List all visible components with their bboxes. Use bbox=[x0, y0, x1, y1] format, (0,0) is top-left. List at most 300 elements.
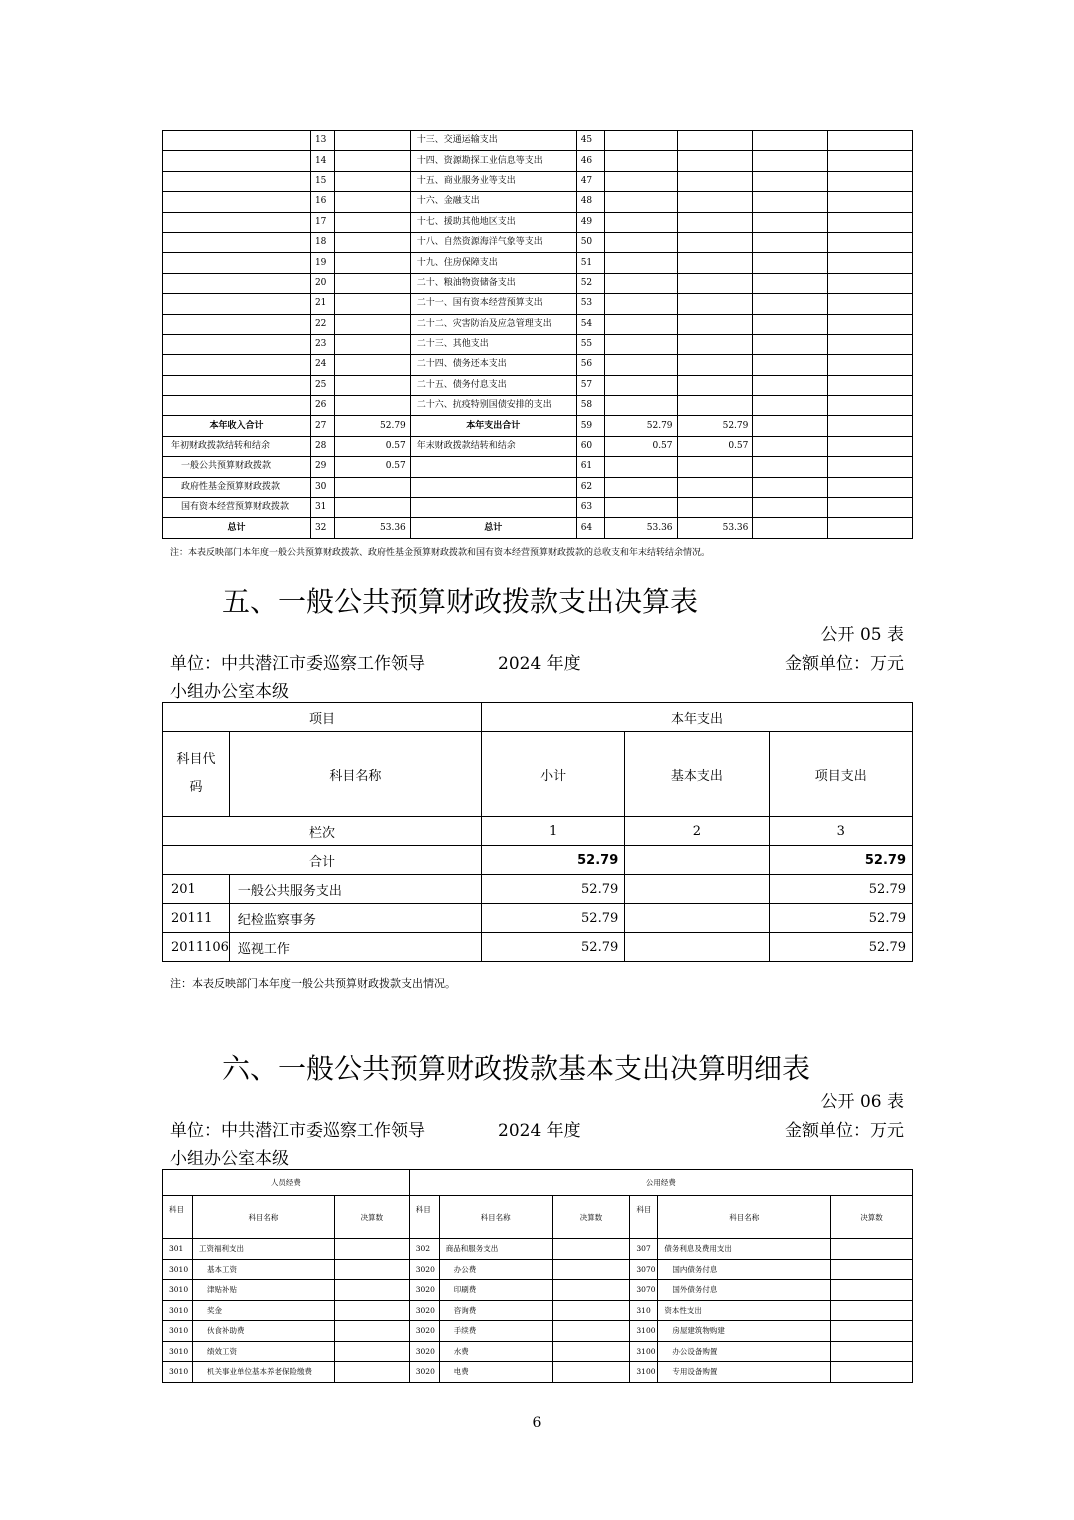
cell-c2: 3020 bbox=[409, 1280, 439, 1301]
cell-item: 总计 bbox=[410, 518, 576, 538]
cell-v2 bbox=[552, 1239, 630, 1260]
section6-form-no: 公开 06 表 bbox=[820, 1092, 904, 1112]
row-basic bbox=[625, 875, 769, 904]
table-row bbox=[163, 396, 913, 416]
cell-n2: 63 bbox=[576, 498, 604, 518]
cell-v1 bbox=[334, 192, 410, 212]
cell-a: 总计 bbox=[163, 518, 311, 538]
cell-x1 bbox=[604, 151, 677, 171]
cell-n2: 水费 bbox=[439, 1341, 552, 1362]
header-name-3: 科目名称 bbox=[658, 1196, 831, 1239]
cell-a bbox=[163, 192, 311, 212]
cell-a bbox=[163, 253, 311, 273]
cell-x4 bbox=[828, 375, 913, 395]
cell-n3: 国内债务付息 bbox=[658, 1259, 831, 1280]
cell-a bbox=[163, 314, 311, 334]
cell-x4 bbox=[828, 253, 913, 273]
cell-v1 bbox=[334, 1321, 409, 1342]
income-expense-table-continued bbox=[162, 130, 913, 539]
table-row bbox=[163, 1362, 913, 1383]
cell-x2: 52.79 bbox=[677, 416, 753, 436]
table-row bbox=[163, 477, 913, 497]
cell-item: 十八、自然资源海洋气象等支出 bbox=[410, 232, 576, 252]
cell-v1 bbox=[334, 1300, 409, 1321]
total-basic bbox=[625, 846, 769, 875]
cell-x2 bbox=[677, 171, 753, 191]
cell-v1 bbox=[334, 253, 410, 273]
cell-n2: 61 bbox=[576, 457, 604, 477]
cell-v3 bbox=[831, 1341, 913, 1362]
cell-v3 bbox=[831, 1239, 913, 1260]
cell-v3 bbox=[831, 1259, 913, 1280]
cell-item: 十五、商业服务业等支出 bbox=[410, 171, 576, 191]
cell-n1: 32 bbox=[310, 518, 334, 538]
cell-x3 bbox=[753, 498, 828, 518]
cell-n2: 60 bbox=[576, 436, 604, 456]
section5-title: 五、一般公共预算财政拨款支出决算表 bbox=[222, 585, 699, 618]
table-row bbox=[163, 1259, 913, 1280]
cell-x4 bbox=[828, 396, 913, 416]
cell-x3 bbox=[753, 314, 828, 334]
cell-x4 bbox=[828, 416, 913, 436]
cell-n1: 津贴补贴 bbox=[192, 1280, 334, 1301]
table-row bbox=[163, 131, 913, 151]
cell-n2: 64 bbox=[576, 518, 604, 538]
cell-v2 bbox=[552, 1259, 630, 1280]
cell-a bbox=[163, 294, 311, 314]
cell-v2 bbox=[552, 1362, 630, 1383]
cell-x1 bbox=[604, 477, 677, 497]
cell-n1: 绩效工资 bbox=[192, 1341, 334, 1362]
table-row bbox=[163, 457, 913, 477]
cell-v3 bbox=[831, 1321, 913, 1342]
cell-a: 年初财政拨款结转和结余 bbox=[163, 436, 311, 456]
cell-n1: 19 bbox=[310, 253, 334, 273]
cell-v1 bbox=[334, 314, 410, 334]
table-row bbox=[163, 375, 913, 395]
cell-v1 bbox=[334, 477, 410, 497]
cell-n1: 16 bbox=[310, 192, 334, 212]
cell-x3 bbox=[753, 212, 828, 232]
row-code: 20111 bbox=[163, 904, 230, 933]
row-name: 巡视工作 bbox=[229, 933, 481, 962]
total-label: 合计 bbox=[163, 846, 482, 875]
cell-n2: 印刷费 bbox=[439, 1280, 552, 1301]
cell-item: 二十五、债务付息支出 bbox=[410, 375, 576, 395]
cell-x3 bbox=[753, 355, 828, 375]
table-row bbox=[163, 314, 913, 334]
cell-c3: 310 bbox=[630, 1300, 658, 1321]
cell-x3 bbox=[753, 294, 828, 314]
table-row bbox=[163, 1239, 913, 1260]
cell-n1: 20 bbox=[310, 273, 334, 293]
cell-a bbox=[163, 355, 311, 375]
row-subtotal: 52.79 bbox=[481, 875, 624, 904]
cell-x3 bbox=[753, 334, 828, 354]
cell-n3: 国外债务付息 bbox=[658, 1280, 831, 1301]
table-row bbox=[163, 1341, 913, 1362]
header-project: 项目支出 bbox=[769, 732, 912, 817]
cell-x1 bbox=[604, 457, 677, 477]
cell-v1 bbox=[334, 1362, 409, 1383]
cell-x1 bbox=[604, 131, 677, 151]
row-code: 2011106 bbox=[163, 933, 230, 962]
cell-item: 十六、金融支出 bbox=[410, 192, 576, 212]
cell-v1 bbox=[334, 1239, 409, 1260]
cell-x4 bbox=[828, 436, 913, 456]
header-item: 项目 bbox=[163, 703, 482, 732]
cell-x2 bbox=[677, 131, 753, 151]
cell-c1: 301 bbox=[163, 1239, 193, 1260]
cell-c1: 3010 bbox=[163, 1259, 193, 1280]
cell-item bbox=[410, 477, 576, 497]
cell-x4 bbox=[828, 151, 913, 171]
cell-item: 十三、交通运输支出 bbox=[410, 131, 576, 151]
cell-a bbox=[163, 375, 311, 395]
cell-c3: 307 bbox=[630, 1239, 658, 1260]
cell-x3 bbox=[753, 192, 828, 212]
cell-x1: 0.57 bbox=[604, 436, 677, 456]
cell-n2: 62 bbox=[576, 477, 604, 497]
cell-a bbox=[163, 151, 311, 171]
cell-x2 bbox=[677, 151, 753, 171]
cell-a: 政府性基金预算财政拨款 bbox=[163, 477, 311, 497]
cell-a: 本年收入合计 bbox=[163, 416, 311, 436]
cell-x4 bbox=[828, 192, 913, 212]
cell-x2 bbox=[677, 355, 753, 375]
cell-x2 bbox=[677, 396, 753, 416]
page-number: 6 bbox=[532, 1415, 542, 1431]
section5-year: 2024 年度 bbox=[498, 654, 581, 674]
header-name-2: 科目名称 bbox=[439, 1196, 552, 1239]
cell-x1 bbox=[604, 294, 677, 314]
cell-v1 bbox=[334, 375, 410, 395]
header-public: 公用经费 bbox=[409, 1170, 912, 1196]
cell-n1: 15 bbox=[310, 171, 334, 191]
column-index-2: 2 bbox=[625, 817, 769, 846]
cell-v1 bbox=[334, 355, 410, 375]
cell-n1: 27 bbox=[310, 416, 334, 436]
cell-c3: 3100 bbox=[630, 1321, 658, 1342]
cell-x4 bbox=[828, 518, 913, 538]
table-row bbox=[163, 273, 913, 293]
cell-a bbox=[163, 171, 311, 191]
cell-x4 bbox=[828, 294, 913, 314]
cell-n3: 办公设备购置 bbox=[658, 1341, 831, 1362]
total-project: 52.79 bbox=[769, 846, 912, 875]
cell-n1: 24 bbox=[310, 355, 334, 375]
cell-item: 二十四、债务还本支出 bbox=[410, 355, 576, 375]
cell-item: 二十六、抗疫特别国债安排的支出 bbox=[410, 396, 576, 416]
cell-x2 bbox=[677, 477, 753, 497]
cell-n1: 22 bbox=[310, 314, 334, 334]
cell-n1: 基本工资 bbox=[192, 1259, 334, 1280]
table-row bbox=[163, 1280, 913, 1301]
cell-x2 bbox=[677, 457, 753, 477]
table-row bbox=[163, 192, 913, 212]
cell-v1 bbox=[334, 498, 410, 518]
cell-x2 bbox=[677, 314, 753, 334]
cell-v2 bbox=[552, 1341, 630, 1362]
cell-n2: 49 bbox=[576, 212, 604, 232]
general-budget-expense-table bbox=[162, 702, 913, 962]
cell-v1 bbox=[334, 1341, 409, 1362]
cell-x2 bbox=[677, 253, 753, 273]
cell-v1 bbox=[334, 1259, 409, 1280]
cell-x1 bbox=[604, 253, 677, 273]
cell-x3 bbox=[753, 457, 828, 477]
cell-v3 bbox=[831, 1300, 913, 1321]
cell-n2: 50 bbox=[576, 232, 604, 252]
cell-x3 bbox=[753, 416, 828, 436]
cell-n1: 26 bbox=[310, 396, 334, 416]
cell-v1 bbox=[334, 212, 410, 232]
cell-n1: 28 bbox=[310, 436, 334, 456]
cell-c1: 3010 bbox=[163, 1362, 193, 1383]
header-amount-2: 决算数 bbox=[552, 1196, 630, 1239]
cell-v1 bbox=[334, 294, 410, 314]
cell-n1: 14 bbox=[310, 151, 334, 171]
cell-a bbox=[163, 131, 311, 151]
cell-v1: 0.57 bbox=[334, 457, 410, 477]
cell-v2 bbox=[552, 1280, 630, 1301]
cell-item: 二十三、其他支出 bbox=[410, 334, 576, 354]
column-index-label: 栏次 bbox=[163, 817, 482, 846]
row-basic bbox=[625, 933, 769, 962]
cell-n1: 29 bbox=[310, 457, 334, 477]
cell-n2: 56 bbox=[576, 355, 604, 375]
cell-x1: 53.36 bbox=[604, 518, 677, 538]
row-subtotal: 52.79 bbox=[481, 904, 624, 933]
cell-v1: 0.57 bbox=[334, 436, 410, 456]
cell-n1: 21 bbox=[310, 294, 334, 314]
cell-a bbox=[163, 396, 311, 416]
section6-title: 六、一般公共预算财政拨款基本支出决算明细表 bbox=[222, 1052, 811, 1085]
table-row bbox=[163, 904, 913, 933]
cell-n1: 23 bbox=[310, 334, 334, 354]
cell-x3 bbox=[753, 436, 828, 456]
cell-v3 bbox=[831, 1280, 913, 1301]
table-row bbox=[163, 355, 913, 375]
table-row bbox=[163, 1300, 913, 1321]
cell-a bbox=[163, 212, 311, 232]
cell-v1 bbox=[334, 273, 410, 293]
cell-a bbox=[163, 334, 311, 354]
cell-x3 bbox=[753, 232, 828, 252]
cell-c3: 3100 bbox=[630, 1362, 658, 1383]
cell-x4 bbox=[828, 232, 913, 252]
basic-expense-detail-table bbox=[162, 1169, 913, 1383]
cell-x3 bbox=[753, 253, 828, 273]
cell-x4 bbox=[828, 212, 913, 232]
cell-c2: 302 bbox=[409, 1239, 439, 1260]
total-subtotal: 52.79 bbox=[481, 846, 624, 875]
header-personnel: 人员经费 bbox=[163, 1170, 410, 1196]
cell-n1: 31 bbox=[310, 498, 334, 518]
cell-n3: 房屋建筑物购建 bbox=[658, 1321, 831, 1342]
cell-n1: 25 bbox=[310, 375, 334, 395]
cell-x2 bbox=[677, 294, 753, 314]
header-name: 科目名称 bbox=[229, 732, 481, 817]
cell-v2 bbox=[552, 1321, 630, 1342]
cell-n2: 48 bbox=[576, 192, 604, 212]
section5-note: 注：本表反映部门本年度一般公共预算财政拨款支出情况。 bbox=[170, 977, 456, 990]
cell-n2: 办公费 bbox=[439, 1259, 552, 1280]
cell-x4 bbox=[828, 477, 913, 497]
cell-x4 bbox=[828, 314, 913, 334]
cell-x1 bbox=[604, 232, 677, 252]
cell-x3 bbox=[753, 131, 828, 151]
cell-v1 bbox=[334, 232, 410, 252]
table1-note: 注：本表反映部门本年度一般公共预算财政拨款、政府性基金预算财政拨款和国有资本经营预算财政拨款的总收支和年末结转结余情况。 bbox=[170, 548, 711, 558]
cell-x1 bbox=[604, 273, 677, 293]
table-row bbox=[163, 518, 913, 538]
cell-item: 十四、资源勘探工业信息等支出 bbox=[410, 151, 576, 171]
cell-n2: 53 bbox=[576, 294, 604, 314]
cell-n1: 13 bbox=[310, 131, 334, 151]
cell-x3 bbox=[753, 375, 828, 395]
cell-n2: 电费 bbox=[439, 1362, 552, 1383]
header-code-3: 科目 bbox=[630, 1196, 658, 1239]
cell-item: 二十、粮油物资储备支出 bbox=[410, 273, 576, 293]
section5-unit-cont: 小组办公室本级 bbox=[170, 682, 289, 702]
cell-x4 bbox=[828, 498, 913, 518]
header-subtotal: 小计 bbox=[481, 732, 624, 817]
table-row bbox=[163, 416, 913, 436]
cell-a: 国有资本经营预算财政拨款 bbox=[163, 498, 311, 518]
row-project: 52.79 bbox=[769, 904, 912, 933]
cell-x3 bbox=[753, 273, 828, 293]
cell-c2: 3020 bbox=[409, 1300, 439, 1321]
cell-x1 bbox=[604, 212, 677, 232]
section6-amount-unit: 金额单位：万元 bbox=[785, 1121, 904, 1141]
section5-amount-unit: 金额单位：万元 bbox=[785, 654, 904, 674]
cell-x4 bbox=[828, 171, 913, 191]
cell-n1: 工资福利支出 bbox=[192, 1239, 334, 1260]
cell-n3: 专用设备购置 bbox=[658, 1362, 831, 1383]
cell-c2: 3020 bbox=[409, 1321, 439, 1342]
cell-item: 年末财政拨款结转和结余 bbox=[410, 436, 576, 456]
cell-x1 bbox=[604, 375, 677, 395]
table-row bbox=[163, 253, 913, 273]
cell-v1 bbox=[334, 1280, 409, 1301]
cell-n1: 18 bbox=[310, 232, 334, 252]
cell-x1 bbox=[604, 334, 677, 354]
cell-x4 bbox=[828, 273, 913, 293]
cell-x3 bbox=[753, 151, 828, 171]
cell-x1 bbox=[604, 396, 677, 416]
cell-x4 bbox=[828, 131, 913, 151]
cell-n2: 手续费 bbox=[439, 1321, 552, 1342]
cell-c1: 3010 bbox=[163, 1280, 193, 1301]
cell-n2: 46 bbox=[576, 151, 604, 171]
cell-n1: 机关事业单位基本养老保险缴费 bbox=[192, 1362, 334, 1383]
header-amount-3: 决算数 bbox=[831, 1196, 913, 1239]
row-code: 201 bbox=[163, 875, 230, 904]
cell-n2: 47 bbox=[576, 171, 604, 191]
cell-v1: 52.79 bbox=[334, 416, 410, 436]
cell-n2: 59 bbox=[576, 416, 604, 436]
cell-x3 bbox=[753, 518, 828, 538]
cell-x1 bbox=[604, 171, 677, 191]
section6-year: 2024 年度 bbox=[498, 1121, 581, 1141]
cell-v1 bbox=[334, 131, 410, 151]
table-row bbox=[163, 436, 913, 456]
cell-a bbox=[163, 232, 311, 252]
cell-n1: 17 bbox=[310, 212, 334, 232]
cell-v1 bbox=[334, 334, 410, 354]
cell-x2 bbox=[677, 375, 753, 395]
cell-x1: 52.79 bbox=[604, 416, 677, 436]
cell-n2: 商品和服务支出 bbox=[439, 1239, 552, 1260]
header-amount-1: 决算数 bbox=[334, 1196, 409, 1239]
cell-x2 bbox=[677, 334, 753, 354]
section6-unit: 单位：中共潜江市委巡察工作领导 bbox=[170, 1121, 425, 1141]
cell-c3: 3070 bbox=[630, 1280, 658, 1301]
cell-a bbox=[163, 273, 311, 293]
row-name: 纪检监察事务 bbox=[229, 904, 481, 933]
row-project: 52.79 bbox=[769, 875, 912, 904]
cell-x2: 53.36 bbox=[677, 518, 753, 538]
section5-form-no: 公开 05 表 bbox=[820, 625, 904, 645]
cell-item bbox=[410, 498, 576, 518]
header-code-2: 科目 bbox=[409, 1196, 439, 1239]
cell-item: 本年支出合计 bbox=[410, 416, 576, 436]
cell-n3: 资本性支出 bbox=[658, 1300, 831, 1321]
section6-unit-cont: 小组办公室本级 bbox=[170, 1149, 289, 1169]
cell-x3 bbox=[753, 396, 828, 416]
cell-x2: 0.57 bbox=[677, 436, 753, 456]
cell-n2: 51 bbox=[576, 253, 604, 273]
table-row bbox=[163, 875, 913, 904]
table-row bbox=[163, 171, 913, 191]
cell-x1 bbox=[604, 498, 677, 518]
cell-c2: 3020 bbox=[409, 1341, 439, 1362]
cell-x1 bbox=[604, 192, 677, 212]
cell-v3 bbox=[831, 1362, 913, 1383]
table-row bbox=[163, 334, 913, 354]
section5-unit: 单位：中共潜江市委巡察工作领导 bbox=[170, 654, 425, 674]
header-expense: 本年支出 bbox=[481, 703, 912, 732]
cell-item: 十九、住房保障支出 bbox=[410, 253, 576, 273]
table-row bbox=[163, 294, 913, 314]
cell-n2: 55 bbox=[576, 334, 604, 354]
row-name: 一般公共服务支出 bbox=[229, 875, 481, 904]
cell-n2: 58 bbox=[576, 396, 604, 416]
cell-a: 一般公共预算财政拨款 bbox=[163, 457, 311, 477]
cell-n1: 30 bbox=[310, 477, 334, 497]
cell-x2 bbox=[677, 273, 753, 293]
cell-x1 bbox=[604, 355, 677, 375]
cell-n1: 奖金 bbox=[192, 1300, 334, 1321]
row-basic bbox=[625, 904, 769, 933]
cell-x1 bbox=[604, 314, 677, 334]
cell-x4 bbox=[828, 334, 913, 354]
cell-v1 bbox=[334, 396, 410, 416]
table-row bbox=[163, 212, 913, 232]
column-index-1: 1 bbox=[481, 817, 624, 846]
header-code-1: 科目 bbox=[163, 1196, 193, 1239]
column-index-3: 3 bbox=[769, 817, 912, 846]
cell-n2: 57 bbox=[576, 375, 604, 395]
cell-c3: 3070 bbox=[630, 1259, 658, 1280]
cell-v2 bbox=[552, 1300, 630, 1321]
cell-x3 bbox=[753, 171, 828, 191]
cell-v1: 53.36 bbox=[334, 518, 410, 538]
cell-x2 bbox=[677, 192, 753, 212]
cell-x2 bbox=[677, 232, 753, 252]
cell-n2: 54 bbox=[576, 314, 604, 334]
